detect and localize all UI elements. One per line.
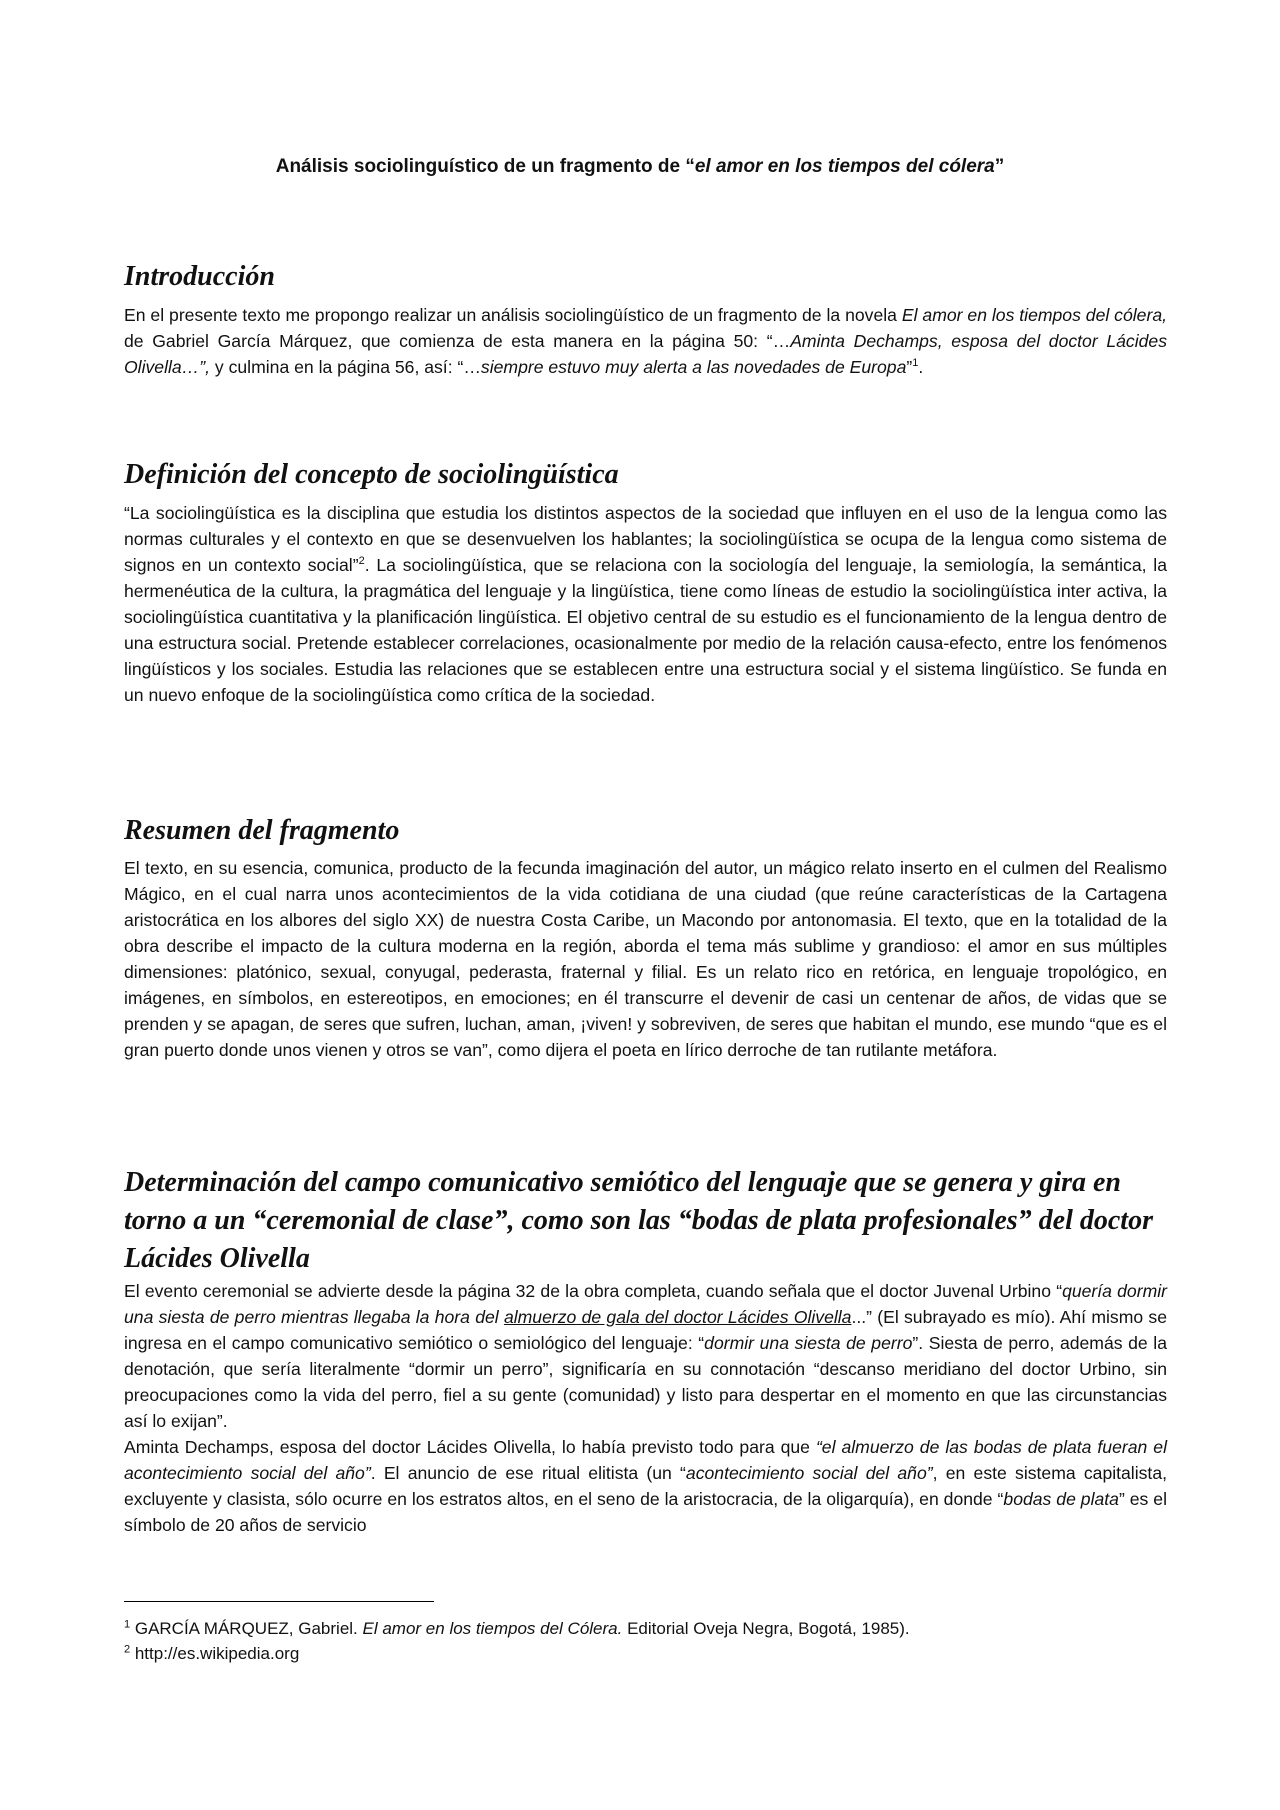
text: dormir una siesta de perro: [704, 1333, 913, 1353]
text: El amor en los tiempos del Cólera.: [362, 1619, 623, 1638]
text: ...” (El subrayado es mío). Ahí mismo se ingresa en el campo comunicativo semiótico o semiológico del lenguaje: “: [124, 1307, 1167, 1353]
document-title: [0, 156, 1280, 178]
heading-definicion: Definición del concepto de sociolingüística: [124, 459, 619, 490]
text: . El anuncio de ese ritual elitista (un “: [370, 1463, 686, 1483]
text: bodas de plata: [1003, 1489, 1119, 1509]
footnote-separator: [124, 1601, 434, 1602]
footnote-number: 2: [124, 1643, 131, 1656]
paragraph-determinacion: [124, 1278, 1167, 1538]
heading-resumen: Resumen del fragmento: [124, 815, 400, 846]
text: “el almuerzo de las bodas de plata fueran el acontecimiento social del año”: [124, 1437, 1167, 1483]
text: “La sociolingüística es la disciplina que estudia los distintos aspectos de la sociedad que influyen en el uso de la lengua como las normas culturales y el contexto en que se desenvuelven los hablantes; la sociolingüística se ocupa de la lengua como sistema de signos en un contexto social”: [124, 503, 1167, 575]
text: El texto, en su esencia, comunica, producto de la fecunda imaginación del autor, un mágico relato inserto en el culmen del Realismo Mágico, en el cual narra unos acontecimientos de la vida cotidiana de una ciudad (que reúne características de la Cartagena aristocrática en los albores del siglo XX) de nuestra Costa Caribe, un Macondo por antonomasia. El texto, que en la totalidad de la obra describe el impacto de la cultura moderna en la región, aborda el tema más sublime y grandioso: el amor en sus múltiples dimensiones: platónico, sexual, conyugal, pederasta, fraternal y filial. Es un relato rico en retórica, en lenguaje tropológico, en imágenes, en símbolos, en estereotipos, en emociones; en él transcurre el devenir de casi un centenar de años, de vidas que se prenden y se apagan, de seres que sufren, luchan, aman, ¡viven! y sobreviven, de seres que habitan el mundo, ese mundo “que es el gran puerto donde unos vienen y otros se van”, como dijera el poeta en lírico derroche de tan rutilante metáfora.: [124, 858, 1167, 1060]
paragraph-resumen: [124, 855, 1167, 1063]
text: El amor en los tiempos del cólera,: [901, 305, 1167, 325]
title-text: ”: [994, 156, 1005, 177]
text: .: [918, 357, 924, 377]
text: Aminta Dechamps, esposa del doctor Lácides Olivella…”,: [124, 331, 1167, 377]
text: El evento ceremonial se advierte desde la página 32 de la obra completa, cuando señala que el doctor Juvenal Urbino “: [124, 1281, 1063, 1301]
text: Editorial Oveja Negra, Bogotá, 1985).: [622, 1619, 910, 1638]
heading-introduccion: Introducción: [124, 261, 275, 292]
text: . La sociolingüística, que se relaciona con la sociología del lenguaje, la semiología, la semántica, la hermenéutica de la cultura, la pragmática del lenguaje y la lingüística, tiene como líneas de estudio la sociolingüística inter activa, la sociolingüística cuantitativa y la planificación lingüística. El objetivo central de su estudio es el funcionamiento de la lengua dentro de una estructura social. Pretende establecer correlaciones, ocasionalmente por medio de la relación causa-efecto, entre los fenómenos lingüísticos y los sociales. Estudia las relaciones que se establecen entre una estructura social y el sistema lingüístico. Se funda en un nuevo enfoque de la sociolingüística como crítica de la sociedad.: [124, 555, 1167, 705]
footnote-ref[interactable]: 1: [912, 357, 919, 370]
text: ”: [906, 357, 913, 377]
footnote-2: [124, 1642, 299, 1666]
paragraph-definicion: [124, 500, 1167, 708]
title-italic: el amor en los tiempos del cólera: [694, 156, 995, 177]
title-text: Análisis sociolinguístico de un fragmento de “: [275, 156, 695, 177]
text: En el presente texto me propongo realizar un análisis sociolingüístico de un fragmento de la novela: [124, 305, 902, 325]
paragraph-introduccion: [124, 302, 1167, 380]
text: quería dormir una siesta de perro mientras llegaba la hora del: [124, 1281, 1167, 1327]
text: y culmina en la página 56, así: “…: [210, 357, 481, 377]
footnote-number: 1: [124, 1618, 131, 1631]
text: acontecimiento social del año”: [685, 1463, 933, 1483]
footnote-1: [124, 1617, 910, 1641]
underlined-text: almuerzo de gala del doctor Lácides Olivella: [503, 1307, 852, 1327]
text: de Gabriel García Márquez, que comienza de esta manera en la página 50: “…: [124, 331, 791, 351]
text: , en este sistema capitalista, excluyente y clasista, sólo ocurre en los estratos altos, en el seno de la aristocracia, de la oligarquía), en donde “: [124, 1463, 1167, 1509]
footnote-link[interactable]: http://es.wikipedia.org: [130, 1644, 300, 1663]
text: GARCÍA MÁRQUEZ, Gabriel.: [130, 1619, 363, 1638]
paragraph-1: [124, 1278, 1167, 1434]
text: ”. Siesta de perro, además de la denotación, que sería literalmente “dormir un perro”, significaría en su connotación “descanso meridiano del doctor Urbino, sin preocupaciones como la vida del perro, fiel a su gente (comunidad) y listo para despertar en el momento en que las circunstancias así lo exijan”.: [124, 1333, 1167, 1431]
footnote-ref[interactable]: 2: [358, 555, 365, 568]
text: ” es el símbolo de 20 años de servicio: [124, 1489, 1167, 1535]
text: siempre estuvo muy alerta a las novedades de Europa: [480, 357, 907, 377]
heading-determinacion: Determinación del campo comunicativo semiótico del lenguaje que se genera y gira en torno a un “ceremonial de clase”, como son las “bodas de plata profesionales” del doctor Lácides Olivella: [124, 1167, 1153, 1274]
text: Aminta Dechamps, esposa del doctor Lácides Olivella, lo había previsto todo para que: [124, 1437, 816, 1457]
paragraph-2: [124, 1434, 1167, 1538]
